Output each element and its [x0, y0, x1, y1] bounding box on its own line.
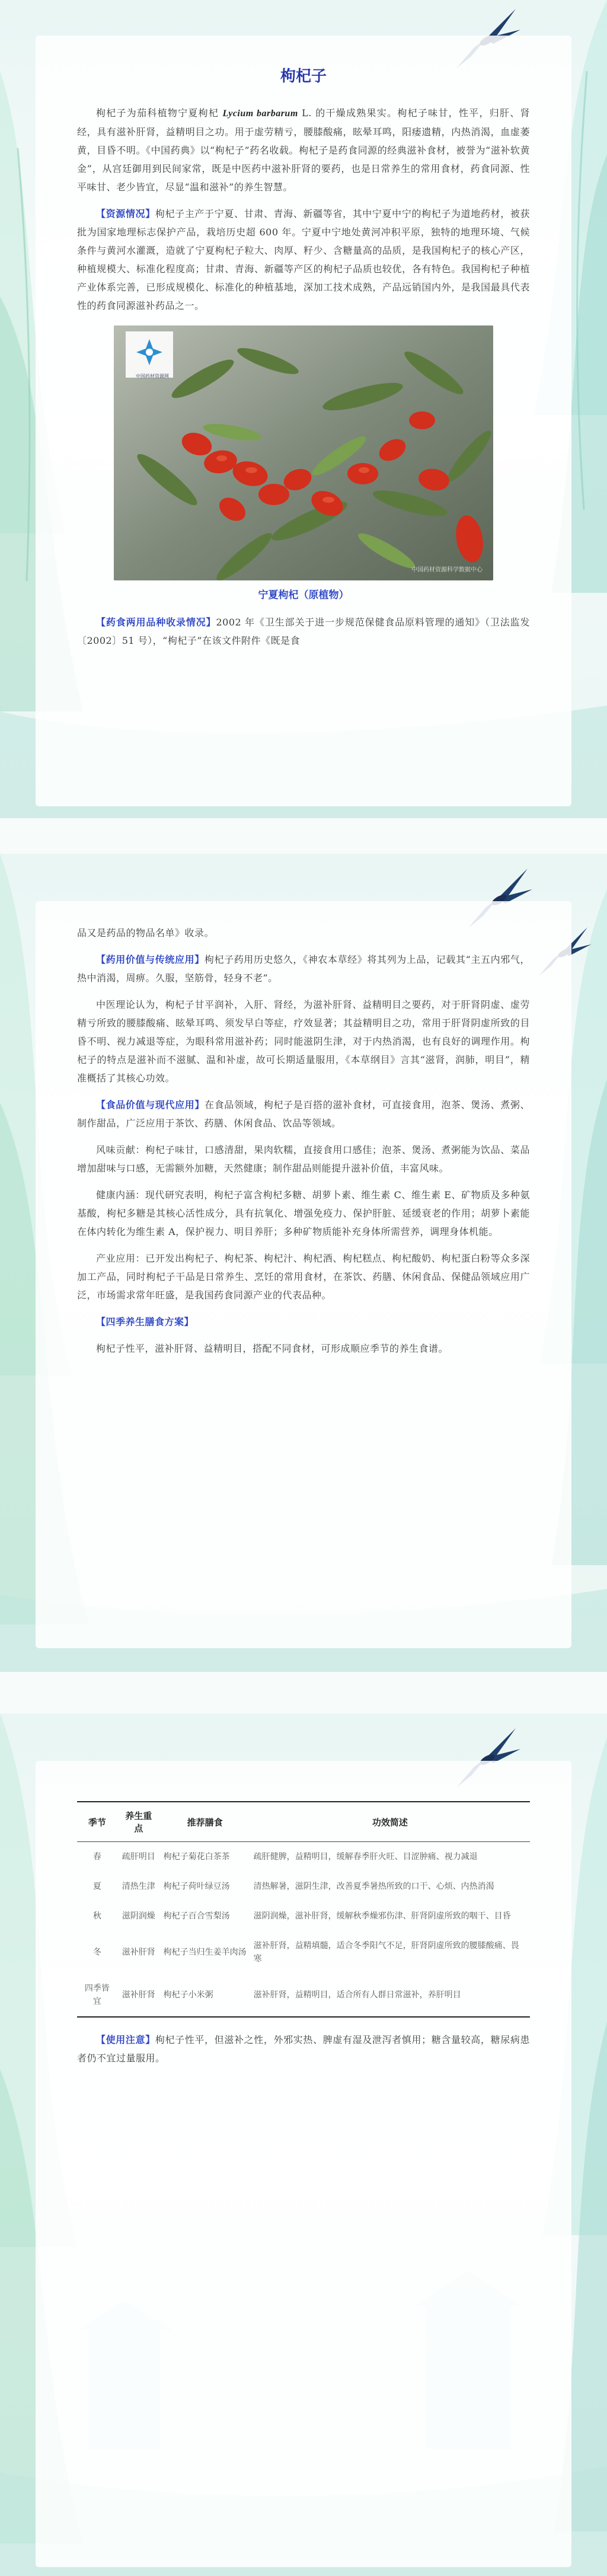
table-row	[77, 1931, 530, 1974]
intro-paragraph: 枸杞子为茄科植物宁夏枸杞 Lycium barbarum L. 的干燥成熟果实。枸杞子味甘，性平，归肝、肾经，具有滋补肝肾，益精明目之功。用于虚劳精亏，腰膝酸痛，眩晕耳鸣，阳痿遗精，内热消渴，血虚萎黄，目昏不明。《中国药典》以“枸杞子”药名收载。枸杞子是药食同源的经典滋补食材，被誉为“滋补软黄金”，从宫廷御用到民间家常，既是中医药中滋补肝肾的要药，也是日常养生的常用食材，药食同源、性平味甘、老少皆宜，尽显“温和滋补”的养生智慧。	[77, 107, 530, 193]
catalog-paragraph: 【药食两用品种收录情况】2002 年《卫生部关于进一步规范保健食品原料管理的通知》（卫法监发〔2002〕51 号），“枸杞子”在该文件附件《既是食	[77, 617, 530, 646]
catalog-continued: 品又是药品的物品名单》收录。	[77, 927, 215, 939]
health-paragraph: 健康内涵：现代研究表明，枸杞子富含枸杞多糖、胡萝卜素、维生素 C、维生素 E、矿物质及多种氨基酸，枸杞多糖是其核心活性成分，具有抗氧化、增强免疫力、保护肝脏、延缓衰老的作用；胡萝卜素能在体内转化为维生素 A，保护视力、明目养肝；多种矿物质能补充身体所需营养，调理身体机能。	[77, 1189, 530, 1237]
cell-focus: 滋阴润燥	[122, 1911, 155, 1921]
history-label: 【药用价值与传统应用】	[96, 954, 205, 965]
flavor-paragraph: 风味贡献：枸杞子味甘，口感清甜，果肉软糯，直接食用口感佳；泡茶、煲汤、煮粥能为饮品、菜品增加甜味与口感，无需额外加糖，天然健康；制作甜品则能提升滋补价值，丰富风味。	[77, 1144, 530, 1174]
page-title: 枸杞子	[280, 68, 327, 85]
resources-label: 【资源情况】	[96, 208, 155, 219]
col-header-effect: 功效简述	[250, 1802, 530, 1842]
cell-focus: 滋补肝肾	[117, 1974, 160, 2017]
content-card-3	[36, 1761, 571, 2567]
content-card-1	[36, 36, 571, 806]
cell-food: 枸杞子荷叶绿豆汤	[163, 1882, 230, 1891]
col-header-focus: 养生重点	[117, 1802, 160, 1842]
history-paragraph: 【药用价值与传统应用】枸杞子药用历史悠久，《神农本草经》将其列为上品，记载其“主五内邪气，热中消渴，周痹。久服，坚筋骨，轻身不老”。	[77, 954, 530, 984]
seasonal-paragraph: 枸杞子性平，滋补肝肾、益精明目，搭配不同食材，可形成顺应季节的养生食谱。	[96, 1343, 449, 1354]
cell-effect: 滋阴润燥，滋补肝肾，缓解秋季燥邪伤津、肝肾阴虚所致的咽干、目昏	[253, 1911, 511, 1921]
seasonal-diet-table	[77, 1801, 530, 2018]
latin-name: Lycium barbarum	[222, 108, 298, 119]
food-paragraph: 【食品价值与现代应用】在食品领域，枸杞子是百搭的滋补食材，可直接食用，泡茶、煲汤、煮粥、制作甜品，广泛应用于茶饮、药膳、休闲食品、饮品等领域。	[77, 1099, 530, 1129]
resources-paragraph: 【资源情况】枸杞子主产于宁夏、甘肃、青海、新疆等省，其中宁夏中宁的枸杞子为道地药材，被获批为国家地理标志保护产品，栽培历史超 600 年。宁夏中宁地处黄河冲积平原，独特的地理环境、气候条件与黄河水灌溉，造就了宁夏枸杞子粒大、肉厚、籽少、含糖量高的品质，是我国枸杞子的核心产区，种植规模大、标准化程度高；甘肃、青海、新疆等产区的枸杞子品质也较优，各有特色。我国枸杞子种植产业体系完善，已形成规模化、标准化的种植基地，深加工技术成熟，产品远销国内外，是我国最具代表性的药食同源滋补药品之一。	[77, 208, 530, 311]
catalog-label: 【药食两用品种收录情况】	[96, 617, 216, 628]
page-panel-1	[0, 0, 607, 818]
goji-berry-image	[114, 325, 493, 580]
cell-food: 枸杞子当归生姜羊肉汤	[163, 1948, 247, 1957]
table-header-row	[77, 1802, 530, 1842]
cell-effect: 滋补肝肾，益精明目，适合所有人群日常滋补，养肝明目	[250, 1974, 530, 2017]
page-panel-3	[0, 1713, 607, 2576]
cell-season: 冬	[92, 1948, 101, 1957]
cell-season: 秋	[92, 1911, 101, 1921]
food-label: 【食品价值与现代应用】	[96, 1099, 205, 1110]
cell-food: 枸杞子百合雪梨汤	[163, 1911, 230, 1921]
cell-season: 四季皆宜	[77, 1974, 117, 2017]
table-row	[77, 1842, 530, 1872]
table-row	[77, 1901, 530, 1931]
col-header-season: 季节	[77, 1802, 117, 1842]
cell-season: 夏	[92, 1882, 101, 1891]
cell-effect: 疏肝健脾，益精明目，缓解春季肝火旺、目涩肿痛、视力减退	[253, 1852, 478, 1862]
industry-paragraph: 产业应用：已开发出枸杞子、枸杞茶、枸杞汁、枸杞酒、枸杞糕点、枸杞酸奶、枸杞蛋白粉等众多深加工产品，同时枸杞子干品是日常养生、烹饪的常用食材，在茶饮、药膳、休闲食品、保健品领域应用广泛，市场需求常年旺盛，是我国药食同源产业的代表品种。	[77, 1253, 530, 1301]
cell-effect: 清热解暑，滋阴生津，改善夏季暑热所致的口干、心烦、内热消渴	[253, 1882, 494, 1891]
table-row	[77, 1974, 530, 2017]
logo-text: 中国药材资源网	[136, 374, 169, 379]
content-card-2	[36, 901, 571, 1648]
cell-focus: 滋补肝肾	[122, 1948, 155, 1957]
photo-caption: 宁夏枸杞（原植物）	[258, 589, 349, 601]
tcm-theory-paragraph: 中医理论认为，枸杞子甘平润补，入肝、肾经，为滋补肝肾、益精明目之要药，对于肝肾阴虚、虚劳精亏所致的腰膝酸痛、眩晕耳鸣、须发早白等症，疗效显著；其益精明目之功，常用于肝肾阴虚所致的目昏不明、视力减退等症，为眼科常用滋补药；同时能滋阴生津，对于内热消渴，也有良好的调理作用。枸杞子的特点是滋补而不滋腻、温和补虚，故可长期适量服用，《本草纲目》言其“滋肾，润肺，明目”，精准概括了其核心功效。	[77, 999, 530, 1084]
cell-focus: 清热生津	[122, 1882, 155, 1891]
page-panel-2	[0, 854, 607, 1672]
seasonal-heading	[77, 1313, 530, 1331]
cell-effect: 滋补肝肾，益精填髓，适合冬季阳气不足，肝肾阴虚所致的腰膝酸痛、畏寒	[253, 1941, 519, 1964]
goji-plant-photo	[114, 325, 493, 580]
cell-focus: 疏肝明目	[122, 1852, 155, 1862]
table-row	[77, 1872, 530, 1901]
cell-food: 枸杞子菊花白茶茶	[163, 1852, 230, 1862]
cell-season: 春	[92, 1852, 101, 1862]
notice-paragraph: 【使用注意】枸杞子性平，但滋补之性，外邪实热、脾虚有湿及泄泻者慎用；糖含量较高，糖尿病患者仍不宜过量服用。	[77, 2034, 530, 2064]
cell-food: 枸杞子小米粥	[160, 1974, 250, 2017]
photo-watermark: 中国药材资源科学数据中心	[411, 567, 483, 573]
seasonal-label: 【四季养生膳食方案】	[96, 1316, 194, 1327]
notice-label: 【使用注意】	[96, 2034, 155, 2045]
col-header-food: 推荐膳食	[160, 1802, 250, 1842]
